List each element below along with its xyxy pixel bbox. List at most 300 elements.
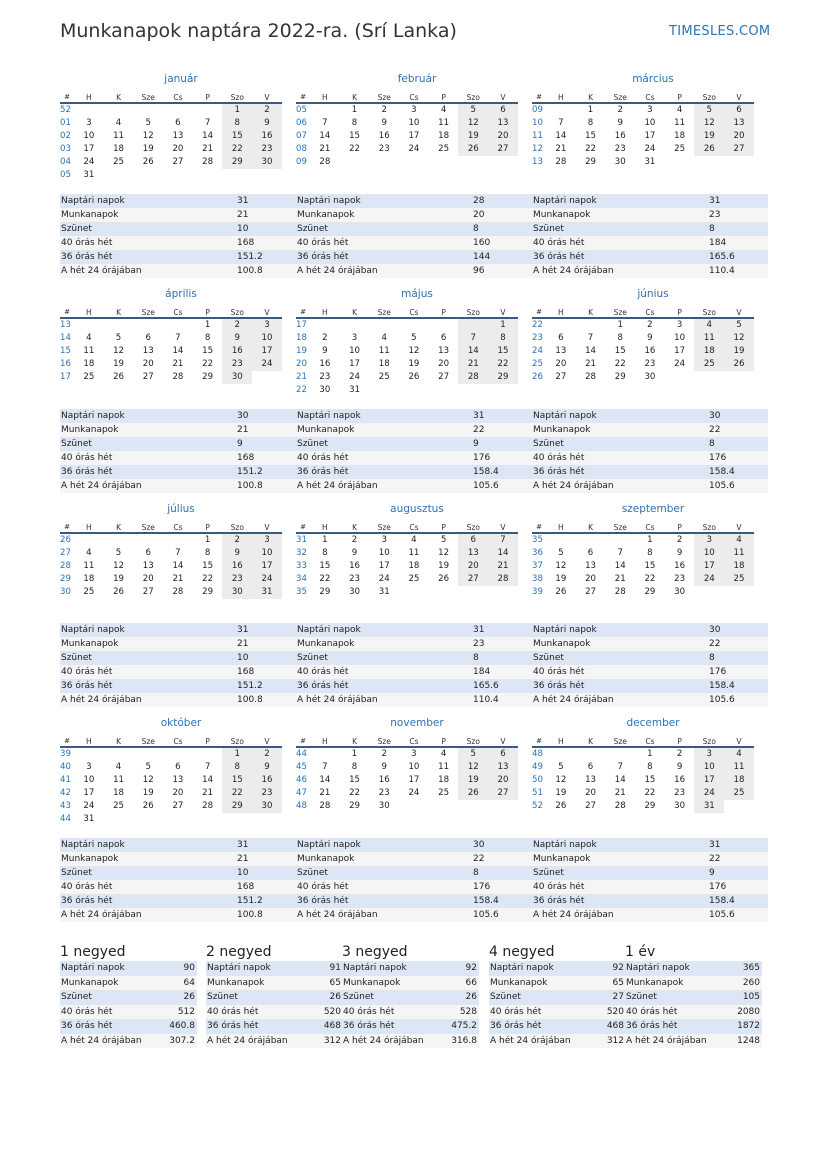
day-cell: 17 xyxy=(644,131,656,141)
month-grid xyxy=(296,91,524,169)
empty-cell xyxy=(429,586,459,599)
summary-value: 468 xyxy=(606,1021,624,1031)
empty-cell xyxy=(163,748,193,761)
day-cell: 9 xyxy=(676,548,683,558)
weekend-day-cell: 3 xyxy=(694,534,724,547)
stats-row xyxy=(532,852,768,866)
summary-value: 1248 xyxy=(737,1035,760,1046)
day-cell: 21 xyxy=(202,144,214,154)
empty-cell xyxy=(104,169,134,182)
week-number: 41 xyxy=(60,775,71,785)
empty-cell xyxy=(694,156,724,169)
week-number: 06 xyxy=(296,118,307,128)
weekend-day-cell: 5 xyxy=(458,104,488,117)
week-number-header: # xyxy=(60,306,74,319)
stats-value: 160 xyxy=(473,238,491,248)
month-stats-április xyxy=(60,409,296,493)
stats-label: 36 órás hét xyxy=(533,896,585,906)
weekday-header: H xyxy=(310,735,340,748)
stats-value: 21 xyxy=(237,639,249,649)
day-cell: 31 xyxy=(83,814,95,824)
weekend-day-cell: 19 xyxy=(694,130,724,143)
stats-label: Szünet xyxy=(297,653,328,663)
stats-value: 30 xyxy=(473,840,485,850)
day-cell: 24 xyxy=(408,788,420,798)
month-stats-november xyxy=(296,838,532,922)
day-cell: 17 xyxy=(83,144,95,154)
month-stats-szeptember xyxy=(532,623,768,707)
day-cell: 18 xyxy=(438,131,450,141)
day-cell: 15 xyxy=(319,561,331,571)
stats-label: Munkanapok xyxy=(533,210,591,220)
stats-row xyxy=(60,194,296,208)
week-number: 49 xyxy=(532,762,543,772)
stats-value: 22 xyxy=(709,854,721,864)
stats-row xyxy=(296,208,532,222)
stats-row xyxy=(296,409,532,423)
day-cell: 23 xyxy=(644,359,656,369)
stats-value: 158.4 xyxy=(473,896,499,906)
weekday-header: V xyxy=(252,306,282,319)
empty-cell xyxy=(399,800,429,813)
weekday-header: H xyxy=(310,91,340,104)
stats-label: Szünet xyxy=(61,439,92,449)
weekend-day-cell: 2 xyxy=(252,748,282,761)
day-cell: 4 xyxy=(115,118,122,128)
summary-label: A hét 24 órájában xyxy=(207,1035,288,1046)
stats-row xyxy=(532,479,768,493)
day-cell: 4 xyxy=(440,749,447,759)
stats-row xyxy=(296,679,532,693)
stats-label: Munkanapok xyxy=(297,854,355,864)
stats-row xyxy=(296,637,532,651)
stats-row xyxy=(532,222,768,236)
week-number: 52 xyxy=(60,105,71,115)
stats-value: 184 xyxy=(709,238,727,248)
summary-label: Munkanapok xyxy=(343,977,401,988)
weekend-day-cell: 3 xyxy=(694,748,724,761)
weekday-header: P xyxy=(665,91,695,104)
weekend-day-cell: 5 xyxy=(724,319,754,332)
day-cell: 21 xyxy=(172,574,184,584)
weekend-day-cell: 19 xyxy=(458,774,488,787)
weekend-day-cell: 27 xyxy=(488,787,518,800)
stats-value: 168 xyxy=(237,453,255,463)
summary-value: 26 xyxy=(183,992,195,1002)
stats-row xyxy=(60,623,296,637)
empty-cell xyxy=(252,371,282,384)
day-cell: 3 xyxy=(411,749,417,759)
stats-label: A hét 24 órájában xyxy=(297,695,378,705)
empty-cell xyxy=(104,748,134,761)
weekend-day-cell: 8 xyxy=(222,117,252,130)
empty-cell xyxy=(488,586,518,599)
day-cell: 16 xyxy=(674,775,686,785)
week-number: 34 xyxy=(296,574,307,584)
empty-cell xyxy=(724,800,754,813)
summary-value: 260 xyxy=(742,977,760,988)
weekend-day-cell: 13 xyxy=(458,547,488,560)
weekend-day-cell: 26 xyxy=(458,143,488,156)
day-cell: 29 xyxy=(614,372,626,382)
day-cell: 13 xyxy=(585,775,596,785)
day-cell: 14 xyxy=(585,346,596,356)
day-cell: 7 xyxy=(204,118,211,128)
day-cell: 25 xyxy=(408,574,420,584)
stats-label: Naptári napok xyxy=(61,411,125,421)
stats-row xyxy=(532,194,768,208)
weekend-day-cell: 22 xyxy=(222,143,252,156)
week-number: 32 xyxy=(296,548,307,558)
weekend-day-cell: 27 xyxy=(458,573,488,586)
weekend-day-cell: 11 xyxy=(724,761,754,774)
month-grid xyxy=(296,306,524,397)
stats-label: Naptári napok xyxy=(297,411,361,421)
stats-row xyxy=(532,236,768,250)
weekend-day-cell: 25 xyxy=(724,573,754,586)
day-cell: 16 xyxy=(378,775,390,785)
weekday-header: Szo xyxy=(694,735,724,748)
stats-label: 36 órás hét xyxy=(297,896,349,906)
day-cell: 10 xyxy=(644,118,656,128)
stats-row xyxy=(60,264,296,278)
weekend-day-cell: 24 xyxy=(252,358,282,371)
weekend-day-cell: 12 xyxy=(458,117,488,130)
stats-value: 31 xyxy=(709,196,721,206)
day-cell: 30 xyxy=(349,587,360,597)
stats-label: 40 órás hét xyxy=(61,882,113,892)
day-cell: 28 xyxy=(172,372,184,382)
day-cell: 1 xyxy=(647,749,653,759)
stats-row xyxy=(532,665,768,679)
day-cell: 30 xyxy=(319,385,331,395)
day-cell: 30 xyxy=(674,587,686,597)
weekday-header: H xyxy=(310,521,340,534)
week-number: 30 xyxy=(60,587,71,597)
weekday-header: V xyxy=(488,735,518,748)
stats-row xyxy=(296,866,532,880)
summary-value: 312 xyxy=(606,1035,624,1046)
stats-label: Munkanapok xyxy=(297,425,355,435)
stats-row xyxy=(296,194,532,208)
stats-value: 105.6 xyxy=(709,695,735,705)
day-cell: 5 xyxy=(440,535,447,545)
week-number: 10 xyxy=(532,118,543,128)
stats-value: 105.6 xyxy=(473,910,499,920)
day-cell: 23 xyxy=(614,144,626,154)
stats-row xyxy=(60,894,296,908)
stats-row xyxy=(60,880,296,894)
month-grid xyxy=(60,306,288,384)
stats-value: 151.2 xyxy=(237,252,263,262)
weekday-header: K xyxy=(576,91,606,104)
day-cell: 29 xyxy=(644,801,656,811)
week-number: 28 xyxy=(60,561,71,571)
weekend-day-cell: 30 xyxy=(222,371,252,384)
stats-row xyxy=(60,423,296,437)
day-cell: 23 xyxy=(319,372,331,382)
week-number: 12 xyxy=(532,144,543,154)
weekday-header: V xyxy=(488,306,518,319)
weekend-day-cell: 5 xyxy=(694,104,724,117)
weekday-header: Sze xyxy=(605,735,635,748)
week-number: 17 xyxy=(296,320,307,330)
summary-table xyxy=(625,961,762,1048)
empty-cell xyxy=(193,748,223,761)
day-cell: 4 xyxy=(676,105,683,115)
day-cell: 22 xyxy=(202,359,214,369)
summary-row xyxy=(60,961,197,976)
stats-value: 22 xyxy=(473,425,485,435)
day-cell: 22 xyxy=(644,574,656,584)
stats-label: Naptári napok xyxy=(297,625,361,635)
week-number: 20 xyxy=(296,359,307,369)
month-name: december xyxy=(626,717,680,729)
weekday-header: V xyxy=(724,306,754,319)
week-number: 33 xyxy=(296,561,307,571)
day-cell: 20 xyxy=(585,574,596,584)
stats-value: 165.6 xyxy=(709,252,735,262)
month-április xyxy=(60,287,288,384)
summary-value: 92 xyxy=(465,963,477,973)
day-cell: 6 xyxy=(175,118,181,128)
summary-value: 1872 xyxy=(737,1021,760,1031)
empty-cell xyxy=(74,319,104,332)
month-december xyxy=(532,716,760,813)
weekend-day-cell: 4 xyxy=(724,534,754,547)
day-cell: 28 xyxy=(319,801,331,811)
stats-value: 158.4 xyxy=(709,681,735,691)
weekday-header: K xyxy=(104,306,134,319)
summary-row xyxy=(489,1034,626,1049)
summary-table xyxy=(60,961,197,1048)
weekday-header: Szo xyxy=(458,91,488,104)
empty-cell xyxy=(488,800,518,813)
day-cell: 14 xyxy=(172,346,184,356)
empty-cell xyxy=(576,319,606,332)
stats-value: 31 xyxy=(473,625,485,635)
day-cell: 17 xyxy=(408,131,420,141)
day-cell: 1 xyxy=(322,535,328,545)
week-number: 02 xyxy=(60,131,71,141)
stats-label: Munkanapok xyxy=(61,854,119,864)
weekend-day-cell: 15 xyxy=(222,130,252,143)
weekend-day-cell: 10 xyxy=(252,547,282,560)
weekend-day-cell: 19 xyxy=(458,130,488,143)
week-number-header: # xyxy=(532,306,546,319)
summary-label: 36 órás hét xyxy=(626,1021,678,1031)
day-cell: 27 xyxy=(172,157,184,167)
weekend-day-cell: 24 xyxy=(694,787,724,800)
day-cell: 3 xyxy=(381,535,387,545)
weekday-header: Szo xyxy=(458,735,488,748)
summary-value: 65 xyxy=(612,977,624,988)
page-title: Munkanapok naptára 2022-ra. (Srí Lanka) xyxy=(60,20,457,42)
month-grid xyxy=(296,521,524,599)
weekend-day-cell: 5 xyxy=(458,748,488,761)
day-cell: 24 xyxy=(83,801,95,811)
stats-label: Szünet xyxy=(533,439,564,449)
week-number: 52 xyxy=(532,801,543,811)
stats-value: 10 xyxy=(237,224,249,234)
week-number: 04 xyxy=(60,157,71,167)
weekday-header: H xyxy=(546,735,576,748)
empty-cell xyxy=(546,319,576,332)
stats-label: Naptári napok xyxy=(533,840,597,850)
day-cell: 15 xyxy=(202,561,214,571)
brand-link[interactable]: TIMESLES.COM xyxy=(669,24,771,39)
summary-table xyxy=(342,961,479,1048)
day-cell: 2 xyxy=(647,320,653,330)
day-cell: 19 xyxy=(555,574,567,584)
day-cell: 21 xyxy=(172,359,184,369)
empty-cell xyxy=(724,586,754,599)
week-number: 36 xyxy=(532,548,543,558)
week-number: 29 xyxy=(60,574,71,584)
stats-row xyxy=(296,451,532,465)
week-number: 42 xyxy=(60,788,71,798)
stats-row xyxy=(532,838,768,852)
week-number: 44 xyxy=(60,814,71,824)
weekday-header: H xyxy=(74,735,104,748)
weekday-header: Sze xyxy=(605,306,635,319)
day-cell: 3 xyxy=(86,762,92,772)
weekend-day-cell: 14 xyxy=(458,345,488,358)
stats-row xyxy=(532,409,768,423)
stats-label: 40 órás hét xyxy=(297,238,349,248)
stats-row xyxy=(532,637,768,651)
stats-row xyxy=(296,838,532,852)
summary-label: 40 órás hét xyxy=(626,1006,678,1017)
stats-row xyxy=(532,679,768,693)
empty-cell xyxy=(399,319,429,332)
day-cell: 28 xyxy=(172,587,184,597)
day-cell: 23 xyxy=(378,144,390,154)
stats-label: 40 órás hét xyxy=(533,667,585,677)
stats-row xyxy=(296,894,532,908)
weekend-day-cell: 9 xyxy=(252,761,282,774)
summary-title: 1 év xyxy=(625,944,656,960)
day-cell: 18 xyxy=(113,788,124,798)
stats-row xyxy=(532,894,768,908)
month-grid xyxy=(296,735,524,813)
day-cell: 3 xyxy=(676,320,683,330)
day-cell: 27 xyxy=(142,587,154,597)
summary-label: 36 órás hét xyxy=(490,1021,542,1031)
day-cell: 21 xyxy=(202,788,214,798)
month-március xyxy=(532,72,760,169)
weekend-day-cell: 1 xyxy=(488,319,518,332)
day-cell: 31 xyxy=(83,170,95,180)
stats-label: A hét 24 órájában xyxy=(297,910,378,920)
weekday-header: Sze xyxy=(369,521,399,534)
day-cell: 25 xyxy=(378,372,390,382)
day-cell: 4 xyxy=(86,548,92,558)
week-number: 47 xyxy=(296,788,307,798)
weekend-day-cell: 24 xyxy=(252,573,282,586)
weekday-header: K xyxy=(340,306,370,319)
stats-value: 9 xyxy=(709,868,715,878)
stats-label: Szünet xyxy=(61,653,92,663)
weekend-day-cell: 23 xyxy=(252,143,282,156)
weekend-day-cell: 21 xyxy=(458,358,488,371)
week-number: 09 xyxy=(532,105,543,115)
empty-cell xyxy=(458,156,488,169)
month-grid xyxy=(60,521,288,599)
stats-label: Szünet xyxy=(533,224,564,234)
day-cell: 29 xyxy=(644,587,656,597)
month-stats-február xyxy=(296,194,532,278)
summary-label: A hét 24 órájában xyxy=(490,1035,571,1046)
stats-row xyxy=(60,838,296,852)
stats-value: 9 xyxy=(237,439,243,449)
weekend-day-cell: 29 xyxy=(222,156,252,169)
day-cell: 16 xyxy=(644,346,656,356)
summary-title: 2 negyed xyxy=(206,944,272,960)
stats-value: 22 xyxy=(709,639,721,649)
summary-row xyxy=(342,1005,479,1020)
week-number: 24 xyxy=(532,346,543,356)
day-cell: 8 xyxy=(617,333,623,343)
summary-row xyxy=(60,1019,197,1034)
stats-label: 40 órás hét xyxy=(61,238,113,248)
summary-label: Naptári napok xyxy=(626,963,690,973)
summary-row xyxy=(489,1005,626,1020)
weekday-header: H xyxy=(546,306,576,319)
weekday-header: P xyxy=(193,306,223,319)
month-name: március xyxy=(632,73,674,85)
day-cell: 25 xyxy=(83,372,95,382)
weekday-header: K xyxy=(104,91,134,104)
week-number-header: # xyxy=(532,521,546,534)
day-cell: 19 xyxy=(113,359,124,369)
day-cell: 1 xyxy=(351,749,358,759)
stats-label: Szünet xyxy=(61,868,92,878)
week-number: 26 xyxy=(60,535,71,545)
day-cell: 11 xyxy=(113,131,124,141)
weekend-day-cell: 27 xyxy=(488,143,518,156)
empty-cell xyxy=(133,813,163,826)
day-cell: 21 xyxy=(614,574,626,584)
weekday-header: P xyxy=(429,306,459,319)
stats-value: 30 xyxy=(709,411,721,421)
stats-row xyxy=(60,208,296,222)
day-cell: 11 xyxy=(674,118,686,128)
day-cell: 10 xyxy=(674,333,686,343)
weekday-header: H xyxy=(310,306,340,319)
weekend-day-cell: 20 xyxy=(724,130,754,143)
stats-value: 8 xyxy=(473,868,479,878)
empty-cell xyxy=(74,534,104,547)
stats-label: Munkanapok xyxy=(61,210,119,220)
week-number: 09 xyxy=(296,157,307,167)
day-cell: 7 xyxy=(617,548,623,558)
day-cell: 2 xyxy=(676,535,683,545)
stats-label: 36 órás hét xyxy=(61,681,113,691)
week-number-header: # xyxy=(60,521,74,534)
stats-label: A hét 24 órájában xyxy=(61,910,142,920)
weekend-day-cell: 16 xyxy=(222,560,252,573)
weekday-header: Cs xyxy=(163,735,193,748)
day-cell: 29 xyxy=(349,801,360,811)
month-február xyxy=(296,72,524,169)
stats-row xyxy=(296,250,532,264)
summary-row xyxy=(625,1034,762,1049)
day-cell: 29 xyxy=(202,587,214,597)
month-január xyxy=(60,72,288,182)
summary-value: 91 xyxy=(329,963,341,973)
empty-cell xyxy=(340,156,370,169)
